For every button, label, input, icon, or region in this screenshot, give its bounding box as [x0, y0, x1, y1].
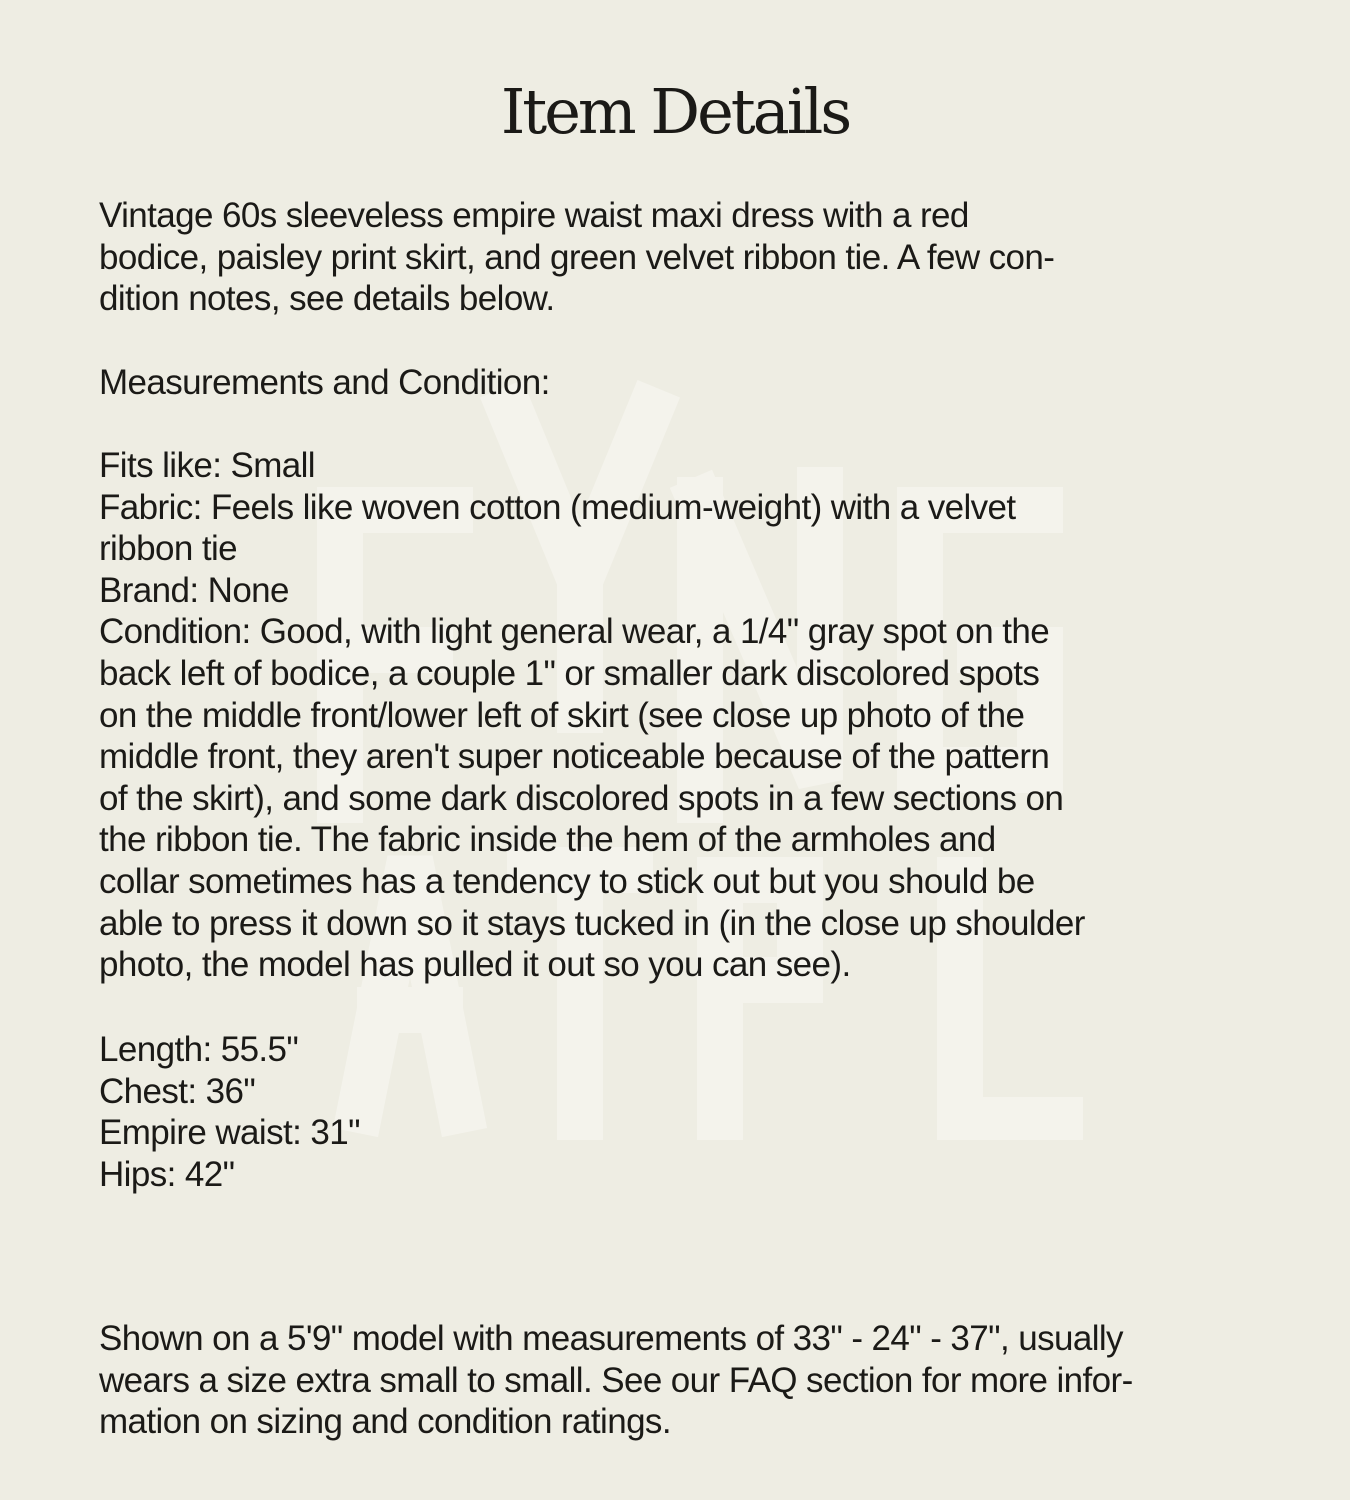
page-title: Item Details — [500, 75, 850, 148]
measurements-heading: Measurements and Condition: — [99, 363, 550, 402]
condition-details: Fits like: Small Fabric: Feels like woven cotton (medium-weight) with a velvet ribbon tie Brand: None Condition: Good, with light general wear, a 1/4" gray spot on the back left of bodice, a couple 1" or smaller dark discolored spots on the middle front/lower left of skirt (see close up photo of the middle front, they aren't super noticeable because of the pattern of the skirt), and some dark discolored spots in a few sections on the ribbon tie. The fabric inside the hem of the armholes and collar sometimes has a tendency to stick out but you should be able to press it down so it stays tucked in (in the close up shoulder photo, the model has pulled it out so you can see). — [99, 446, 1085, 985]
model-note: Shown on a 5'9" model with measurements of 33" - 24" - 37", usually wears a size extra small to small. See our FAQ section for more infor- mation on sizing and condition ratings. — [99, 1319, 1133, 1442]
item-description: Vintage 60s sleeveless empire waist maxi dress with a red bodice, paisley print skirt, and green velvet ribbon tie. A few con- dition notes, see details below. — [99, 196, 1055, 319]
measurements-list: Length: 55.5" Chest: 36" Empire waist: 31" Hips: 42" — [99, 1030, 360, 1194]
